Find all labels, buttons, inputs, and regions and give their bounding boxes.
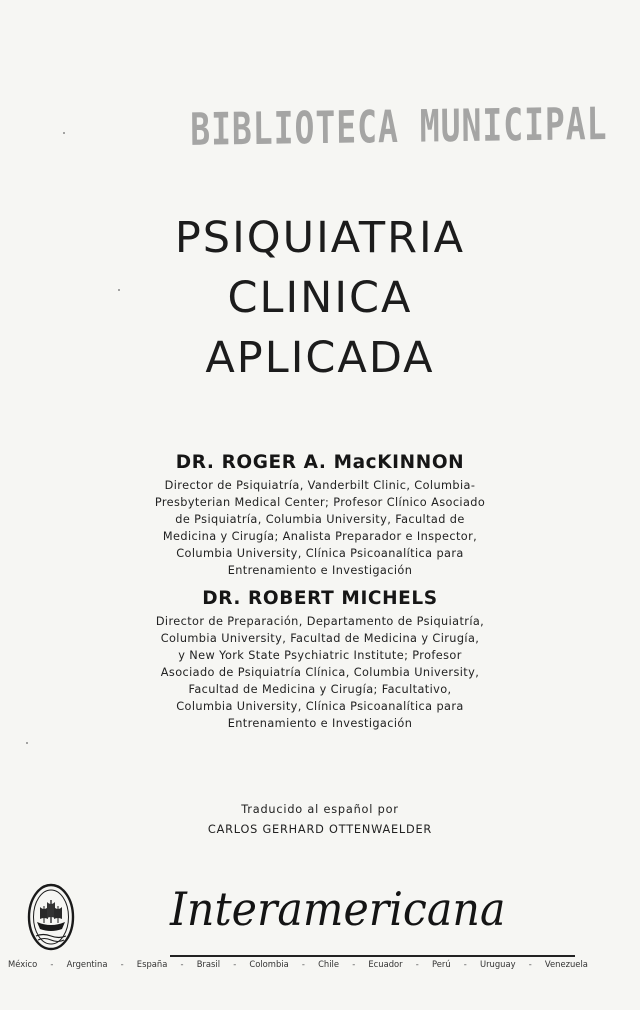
translation-credit: [0, 800, 640, 840]
bio-line: Medicina y Cirugía; Analista Preparador e Inspector,: [162, 530, 478, 543]
country-separator: -: [463, 959, 467, 969]
bio-line: Facultad de Medicina y Cirugía; Facultativo,: [188, 683, 452, 696]
title-line: PSIQUIATRIA: [174, 213, 466, 263]
author-name: DR. ROGER A. MacKINNON: [175, 452, 465, 473]
author-bio: [100, 477, 540, 579]
bio-line: Presbyterian Medical Center; Profesor Clínico Asociado: [154, 496, 486, 509]
country-separator: -: [415, 959, 419, 969]
country-name: Colombia: [249, 959, 289, 969]
publisher-rule: [170, 955, 575, 957]
bio-line: Entrenamiento e Investigación: [227, 717, 413, 730]
country-separator: -: [50, 959, 54, 969]
library-stamp: BIBLIOTECA MUNICIPAL: [190, 97, 608, 156]
country-separator: -: [352, 959, 356, 969]
bio-line: Columbia University, Clínica Psicoanalítica para: [176, 547, 464, 560]
translator-name: CARLOS GERHARD OTTENWAELDER: [207, 823, 433, 836]
country-separator: -: [301, 959, 305, 969]
paper-speck: [118, 289, 120, 291]
bio-line: Asociado de Psiquiatría Clínica, Columbia University,: [160, 666, 480, 679]
author-bio: [100, 613, 540, 732]
bio-line: Columbia University, Clínica Psicoanalítica para: [176, 700, 464, 713]
country-name: México: [8, 959, 38, 969]
bio-line: de Psiquiatría, Columbia University, Facultad de: [175, 513, 465, 526]
country-separator: -: [180, 959, 184, 969]
country-separator: -: [233, 959, 237, 969]
publisher-logo: Interamericana: [170, 882, 506, 936]
bio-line: Columbia University, Facultad de Medicina y Cirugía,: [160, 632, 480, 645]
bio-line: Director de Preparación, Departamento de Psiquiatría,: [155, 615, 485, 628]
country-name: Uruguay: [479, 959, 516, 969]
bio-line: Director de Psiquiatría, Vanderbilt Clinic, Columbia-: [164, 479, 476, 492]
country-name: España: [136, 959, 168, 969]
title-line: APLICADA: [205, 333, 435, 383]
author-block: [100, 452, 540, 579]
country-name: Argentina: [66, 959, 108, 969]
paper-speck: [63, 132, 65, 134]
country-separator: -: [120, 959, 124, 969]
country-name: Perú: [431, 959, 451, 969]
country-separator: -: [528, 959, 532, 969]
country-name: Ecuador: [368, 959, 403, 969]
title-line: CLINICA: [227, 273, 413, 323]
country-name: Brasil: [196, 959, 221, 969]
author-block: [100, 588, 540, 732]
book-title: [0, 208, 640, 388]
country-name: Venezuela: [544, 959, 588, 969]
bio-line: Entrenamiento e Investigación: [227, 564, 413, 577]
author-name: DR. ROBERT MICHELS: [202, 588, 438, 609]
publisher-countries: [8, 959, 588, 969]
paper-speck: [26, 742, 28, 744]
ship-emblem-icon: [26, 882, 76, 952]
country-name: Chile: [318, 959, 340, 969]
bio-line: y New York State Psychiatric Institute; Profesor: [178, 649, 462, 662]
translation-line: Traducido al español por: [241, 803, 399, 816]
